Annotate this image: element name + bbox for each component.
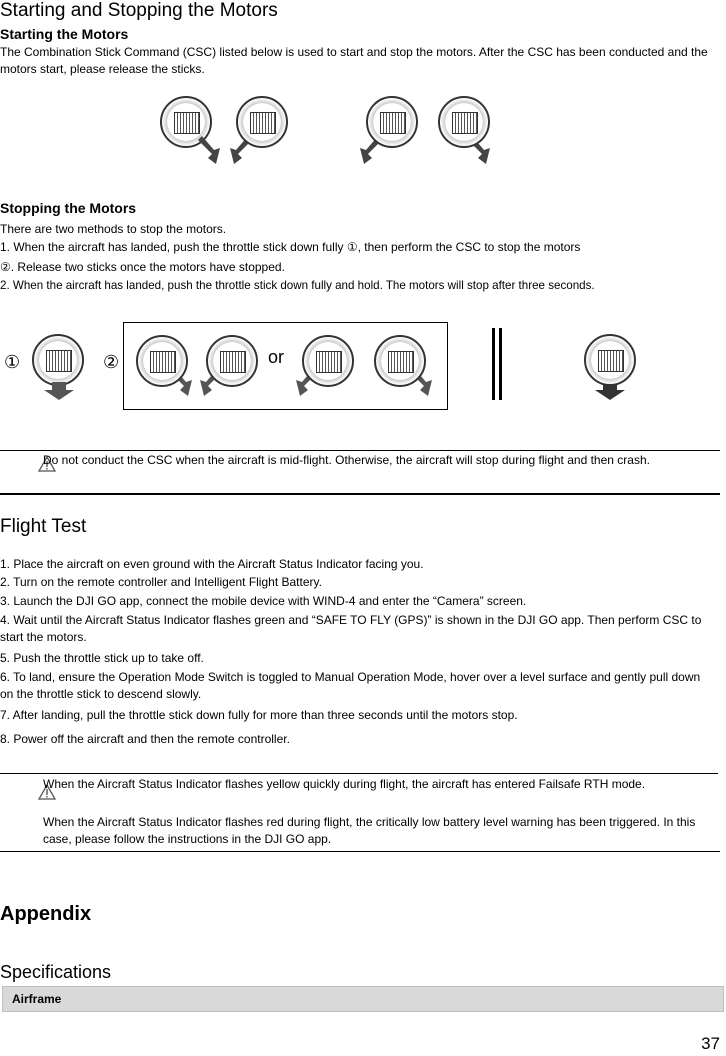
left-stick-icon [366, 96, 418, 148]
left-stick-icon [302, 335, 354, 387]
right-stick-icon [438, 96, 490, 148]
starting-motors-heading: Starting the Motors [0, 26, 129, 42]
divider-line [499, 328, 502, 400]
left-stick-icon [136, 335, 188, 387]
flight-step-5: 5. Push the throttle stick up to take off. [0, 651, 204, 665]
warning-top-rule [0, 450, 720, 451]
warning-failsafe-text: When the Aircraft Status Indicator flashes yellow quickly during flight, the aircraft has entered Failsafe RTH mode. [43, 777, 646, 791]
flight-step-1: 1. Place the aircraft on even ground with the Aircraft Status Indicator facing you. [0, 557, 424, 571]
flight-step-7: 7. After landing, pull the throttle stick down fully for more than three seconds until the motors stop. [0, 708, 518, 722]
warning-battery-text: When the Aircraft Status Indicator flashes red during flight, the critically low battery level warning has been triggered. In this case, please follow the instructions in the DJI GO app. [43, 815, 696, 846]
stopping-motors-heading: Stopping the Motors [0, 200, 137, 216]
throttle-stick-icon [584, 334, 636, 386]
csc-stop-figure [0, 320, 726, 412]
right-stick-icon [374, 335, 426, 387]
flight-test-heading: Flight Test [0, 516, 87, 537]
page-number: 37 [701, 1034, 720, 1053]
warning-top-rule [0, 773, 718, 774]
flight-step-2: 2. Turn on the remote controller and Intelligent Flight Battery. [0, 575, 322, 589]
stopping-line-3: ②. Release two sticks once the motors have stopped. [0, 260, 285, 274]
flight-step-8: 8. Power off the aircraft and then the remote controller. [0, 732, 290, 746]
starting-motors-text: The Combination Stick Command (CSC) listed below is used to start and stop the motors. After the CSC has been conducted and the motors start, please release the sticks. [0, 45, 708, 76]
warning-bottom-rule [0, 851, 720, 852]
right-stick-icon [206, 335, 258, 387]
section-title: Starting and Stopping the Motors [0, 0, 278, 21]
stopping-line-4: 2. When the aircraft has landed, push the throttle stick down fully and hold. The motors will stop after three seconds. [0, 279, 595, 292]
step-marker-1: ① [4, 352, 21, 372]
warning-csc-text: Do not conduct the CSC when the aircraft is mid-flight. Otherwise, the aircraft will stop during flight and then crash. [43, 453, 650, 467]
warning-bottom-rule [0, 493, 720, 495]
csc-options-box [123, 322, 448, 410]
stopping-line-1: There are two methods to stop the motors. [0, 222, 227, 236]
flight-step-6: 6. To land, ensure the Operation Mode Switch is toggled to Manual Operation Mode, hover over a level surface and gently pull down on the throttle stick to descend slowly. [0, 670, 701, 701]
or-label: or [268, 347, 285, 367]
appendix-heading: Appendix [0, 903, 92, 925]
flight-step-3: 3. Launch the DJI GO app, connect the mobile device with WIND-4 and enter the “Camera” screen. [0, 594, 527, 608]
specifications-heading: Specifications [0, 962, 112, 982]
right-stick-icon [236, 96, 288, 148]
stopping-line-2: 1. When the aircraft has landed, push the throttle stick down fully ①, then perform the CSC to stop the motors [0, 240, 581, 254]
flight-step-4: 4. Wait until the Aircraft Status Indicator flashes green and “SAFE TO FLY (GPS)” is shown in the DJI GO app. Then perform CSC to start the motors. [0, 613, 702, 644]
csc-start-figure [150, 92, 510, 167]
spec-table-header-row [2, 986, 724, 1012]
divider-line [492, 328, 495, 400]
spec-table-header-cell: Airframe [12, 992, 62, 1006]
step-marker-2: ② [103, 352, 120, 372]
